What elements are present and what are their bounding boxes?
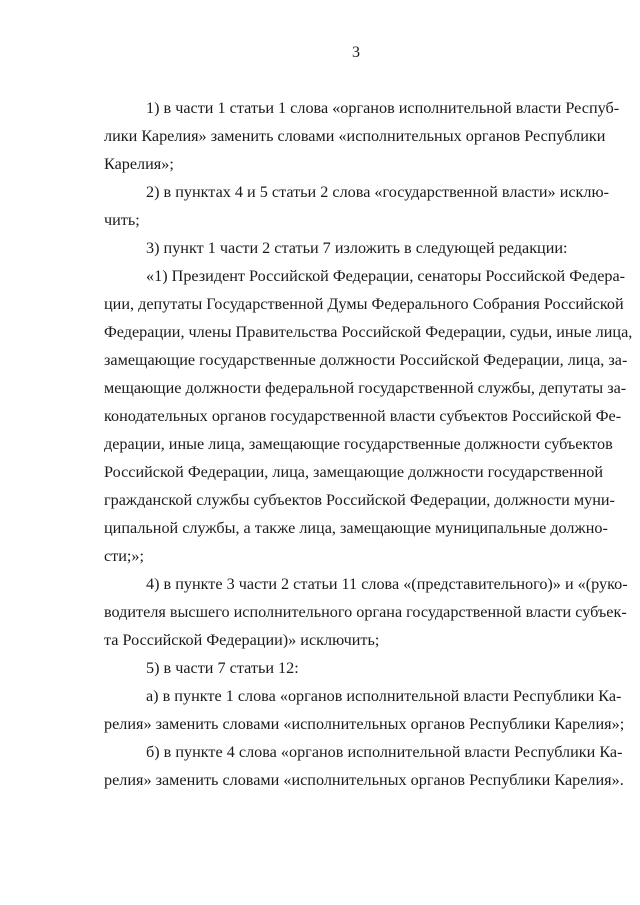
text-line: «1) Президент Российской Федерации, сенаторы Российской Федера- bbox=[146, 267, 626, 285]
text-line: чить; bbox=[104, 211, 140, 229]
text-line: замещающие государственные должности Российской Федерации, лица, за- bbox=[104, 351, 628, 369]
text-line: 3) пункт 1 части 2 статьи 7 изложить в следующей редакции: bbox=[146, 239, 568, 257]
text-line: а) в пункте 1 слова «органов исполнительной власти Республики Ка- bbox=[146, 687, 622, 705]
text-line: 1) в части 1 статьи 1 слова «органов исполнительной власти Респуб- bbox=[146, 99, 620, 117]
text-line: Федерации, члены Правительства Российской Федерации, судьи, иные лица, bbox=[104, 323, 633, 341]
text-line: дерации, иные лица, замещающие государственные должности субъектов bbox=[104, 435, 613, 453]
text-line: конодательных органов государственной власти субъектов Российской Фе- bbox=[104, 407, 622, 425]
text-line: релия» заменить словами «исполнительных органов Республики Карелия»; bbox=[104, 715, 625, 733]
text-line: мещающие должности федеральной государственной службы, депутаты за- bbox=[104, 379, 627, 397]
text-line: 4) в пункте 3 части 2 статьи 11 слова «(представительного)» и «(руко- bbox=[146, 575, 628, 593]
text-line: Российской Федерации, лица, замещающие должности государственной bbox=[104, 463, 604, 481]
text-line: б) в пункте 4 слова «органов исполнительной власти Республики Ка- bbox=[146, 743, 623, 761]
text-line: Карелия»; bbox=[104, 155, 174, 173]
text-line: релия» заменить словами «исполнительных органов Республики Карелия». bbox=[104, 771, 624, 789]
text-line: та Российской Федерации)» исключить; bbox=[104, 631, 380, 649]
text-line: водителя высшего исполнительного органа государственной власти субъек- bbox=[104, 603, 627, 621]
text-line: ципальной службы, а также лица, замещающие муниципальные должно- bbox=[104, 519, 608, 537]
text-line: 2) в пунктах 4 и 5 статьи 2 слова «государственной власти» исклю- bbox=[146, 183, 609, 201]
page-number: 3 bbox=[352, 44, 360, 61]
text-line: сти;»; bbox=[104, 547, 145, 565]
text-line: 5) в части 7 статьи 12: bbox=[146, 659, 299, 677]
text-line: ции, депутаты Государственной Думы Федерального Собрания Российской bbox=[104, 295, 624, 313]
text-line: лики Карелия» заменить словами «исполнительных органов Республики bbox=[104, 127, 606, 145]
text-line: гражданской службы субъектов Российской Федерации, должности муни- bbox=[104, 491, 615, 509]
